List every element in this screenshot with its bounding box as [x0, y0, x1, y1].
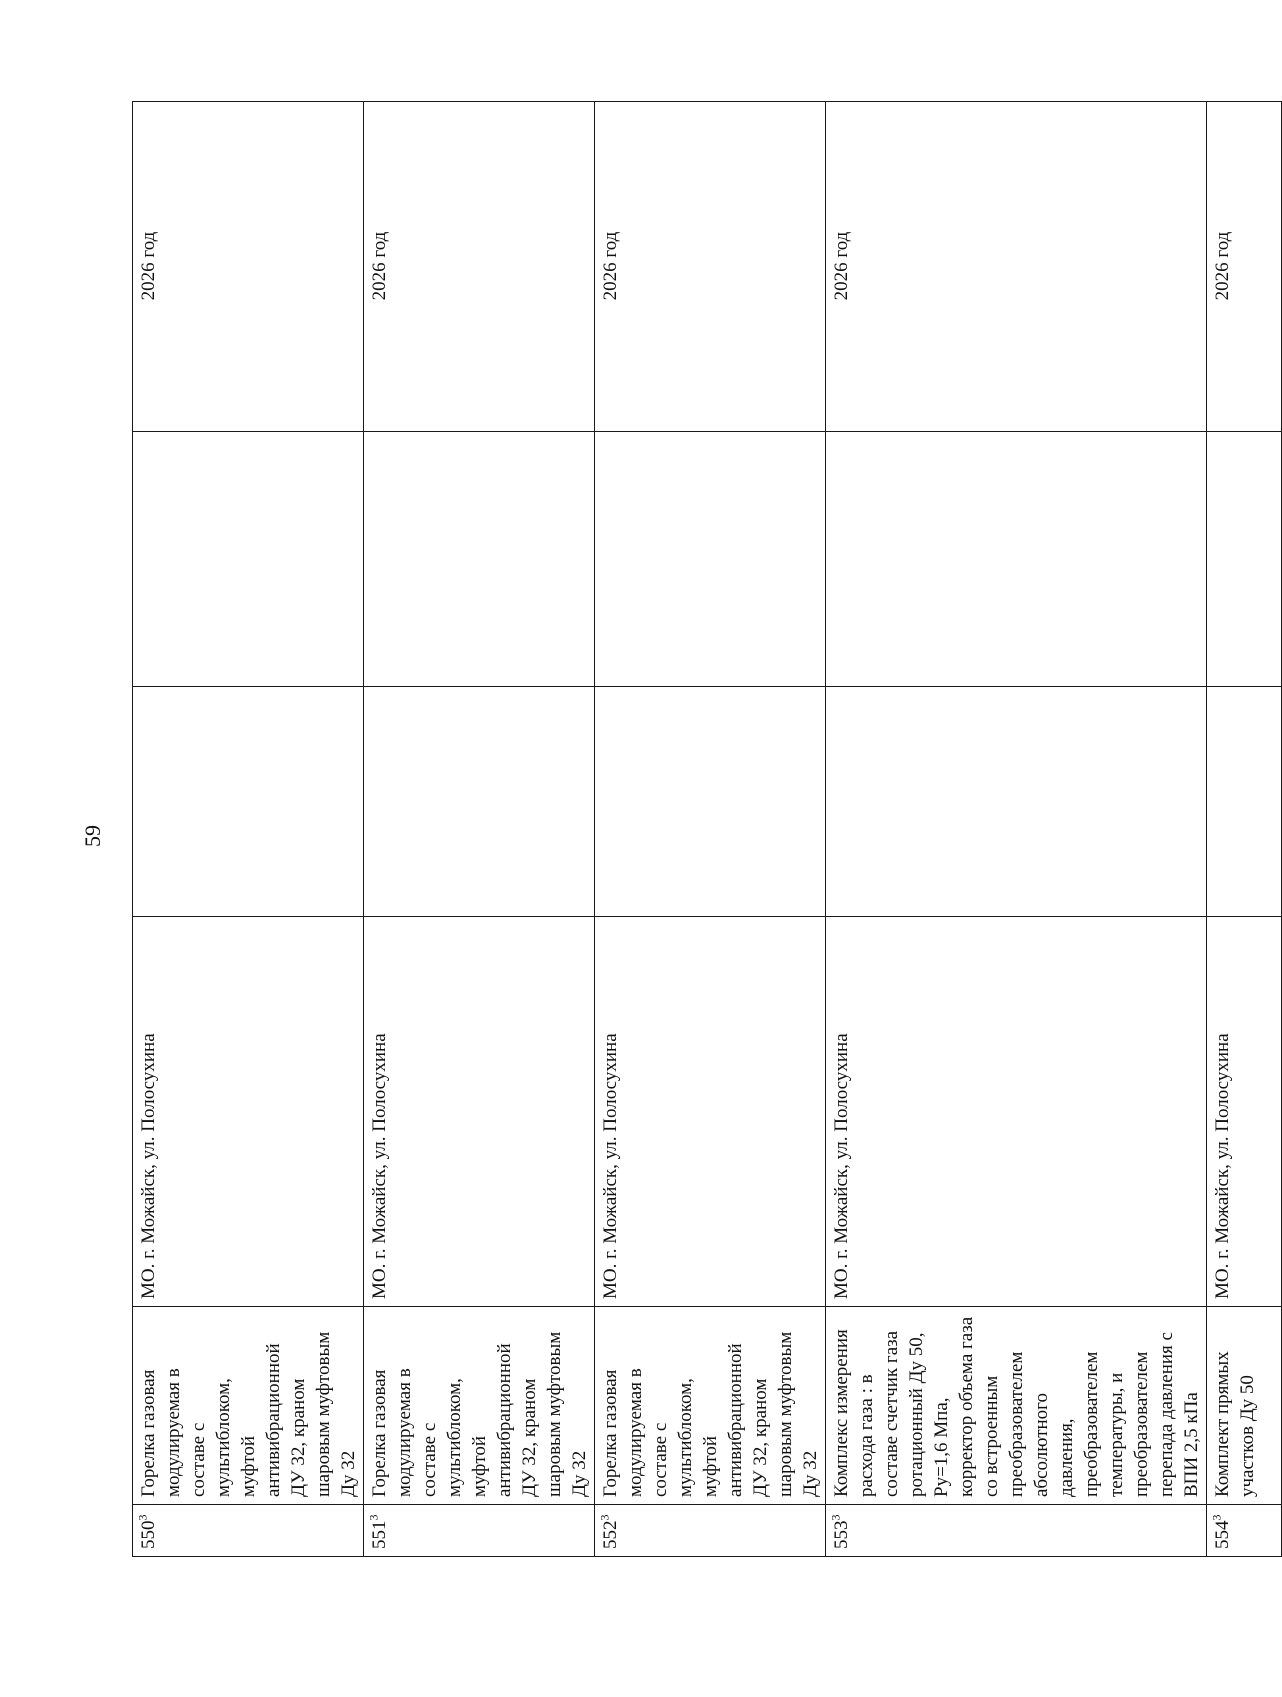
equipment-table [132, 101, 1282, 1557]
table-row [595, 102, 826, 1557]
empty-cell [826, 432, 1207, 687]
row-number-cell: $553^3$ [826, 1505, 1207, 1557]
year-cell: 2026 год [826, 102, 1207, 432]
table-row [826, 102, 1207, 1557]
year-cell: 2026 год [364, 102, 595, 432]
empty-cell [1207, 432, 1282, 687]
address-cell: МО. г. Можайск, ул. Полосухина [364, 917, 595, 1307]
row-number-cell: $554^3$ [1207, 1505, 1282, 1557]
equipment-name-cell: Горелка газовая модулируемая в составе с мультиблоком, муфтой антивибрационной ДУ 32, краном шаровым муфтовым Ду 32 [364, 1307, 595, 1505]
row-number-cell: $552^3$ [595, 1505, 826, 1557]
empty-cell [595, 432, 826, 687]
address-cell: МО. г. Можайск, ул. Полосухина [826, 917, 1207, 1307]
table-row [1207, 102, 1282, 1557]
empty-cell [133, 432, 364, 687]
year-cell: 2026 год [133, 102, 364, 432]
equipment-name-cell: Комплект прямых участков Ду 50 [1207, 1307, 1282, 1505]
equipment-name-cell: Комплекс измерения расхода газа : в составе счетчик газа ротационный Ду 50, Ру=1,6 Мпа, корректор объема газа со встроенным преобразователем абсолютного давления, преобразователем температуры, и преобразователем перепада давления с ВПИ 2,5 кПа [826, 1307, 1207, 1505]
empty-cell [364, 687, 595, 917]
address-cell: МО. г. Можайск, ул. Полосухина [1207, 917, 1282, 1307]
empty-cell [826, 687, 1207, 917]
table-row [133, 102, 364, 1557]
empty-cell [1207, 687, 1282, 917]
equipment-name-cell: Горелка газовая модулируемая в составе с мультиблоком, муфтой антивибрационной ДУ 32, краном шаровым муфтовым Ду 32 [133, 1307, 364, 1505]
empty-cell [595, 687, 826, 917]
row-number-cell: $551^3$ [364, 1505, 595, 1557]
empty-cell [364, 432, 595, 687]
rotated-table-container [132, 102, 1258, 1557]
empty-cell [133, 687, 364, 917]
page-number: 59 [80, 825, 105, 847]
year-cell: 2026 год [1207, 102, 1282, 432]
table-row [364, 102, 595, 1557]
year-cell: 2026 год [595, 102, 826, 432]
equipment-name-cell: Горелка газовая модулируемая в составе с мультиблоком, муфтой антивибрационной ДУ 32, краном шаровым муфтовым Ду 32 [595, 1307, 826, 1505]
address-cell: МО. г. Можайск, ул. Полосухина [133, 917, 364, 1307]
row-number-cell: $550^3$ [133, 1505, 364, 1557]
address-cell: МО. г. Можайск, ул. Полосухина [595, 917, 826, 1307]
